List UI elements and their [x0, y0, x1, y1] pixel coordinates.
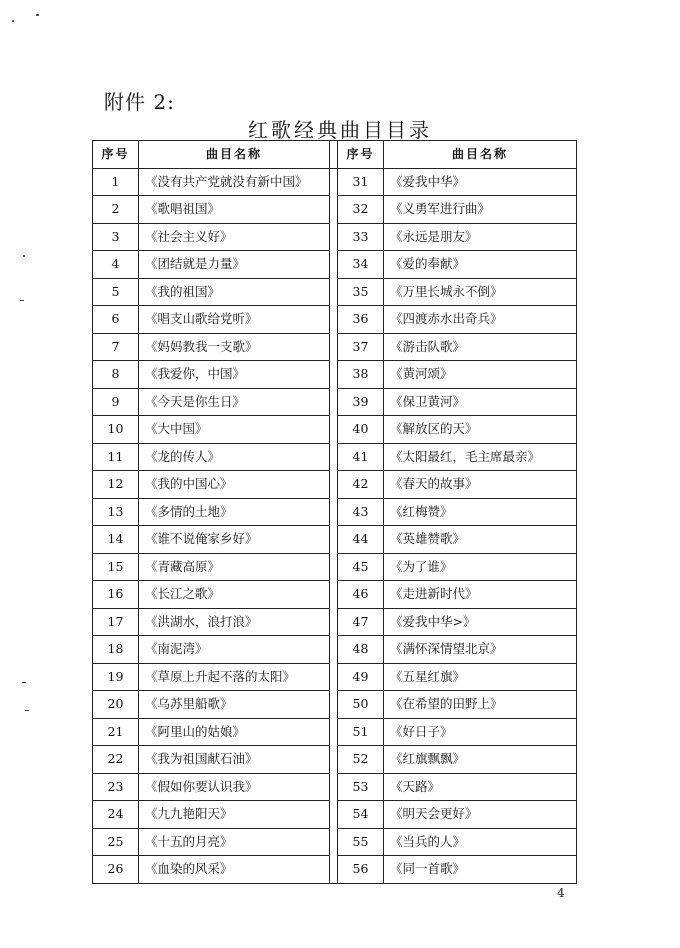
- column-gap: [330, 416, 338, 444]
- column-gap: [330, 251, 338, 279]
- column-gap: [330, 361, 338, 389]
- scan-speck: [22, 682, 26, 683]
- column-gap: [330, 388, 338, 416]
- song-name: 《假如你要认识我》: [139, 773, 330, 801]
- song-number: 50: [338, 691, 384, 719]
- song-name: 《四渡赤水出奇兵》: [384, 306, 577, 334]
- song-name: 《天路》: [384, 773, 577, 801]
- song-number: 44: [338, 526, 384, 554]
- song-name: 《社会主义好》: [139, 223, 330, 251]
- song-number: 10: [93, 416, 139, 444]
- table-row: [93, 223, 577, 251]
- table-row: [93, 663, 577, 691]
- song-name: 《妈妈教我一支歌》: [139, 333, 330, 361]
- table-row: [93, 746, 577, 774]
- song-number: 33: [338, 223, 384, 251]
- song-number: 56: [338, 856, 384, 884]
- song-name: 《青藏高原》: [139, 553, 330, 581]
- song-number: 48: [338, 636, 384, 664]
- header-number-right: 序号: [338, 141, 384, 169]
- table-row: [93, 443, 577, 471]
- table-row: [93, 333, 577, 361]
- song-name: 《爱我中华》: [384, 168, 577, 196]
- song-number: 17: [93, 608, 139, 636]
- column-gap: [330, 608, 338, 636]
- song-name: 《爱我中华>》: [384, 608, 577, 636]
- song-number: 9: [93, 388, 139, 416]
- song-name: 《我爱你，中国》: [139, 361, 330, 389]
- column-gap: [330, 223, 338, 251]
- song-number: 6: [93, 306, 139, 334]
- song-name: 《草原上升起不落的太阳》: [139, 663, 330, 691]
- song-name: 《红梅赞》: [384, 498, 577, 526]
- song-name: 《永远是朋友》: [384, 223, 577, 251]
- song-number: 38: [338, 361, 384, 389]
- header-name-left: 曲目名称: [139, 141, 330, 169]
- song-number: 41: [338, 443, 384, 471]
- song-number: 46: [338, 581, 384, 609]
- scan-speck: [36, 14, 39, 16]
- song-name: 《满怀深情望北京》: [384, 636, 577, 664]
- table-row: [93, 856, 577, 884]
- song-name: 《好日子》: [384, 718, 577, 746]
- song-number: 34: [338, 251, 384, 279]
- song-name: 《英雄赞歌》: [384, 526, 577, 554]
- scan-speck: [20, 300, 24, 301]
- song-name: 《万里长城永不倒》: [384, 278, 577, 306]
- song-name: 《解放区的天》: [384, 416, 577, 444]
- song-number: 39: [338, 388, 384, 416]
- song-name: 《九九艳阳天》: [139, 801, 330, 829]
- table-row: [93, 278, 577, 306]
- table-row: [93, 361, 577, 389]
- song-name: 《红旗飘飘》: [384, 746, 577, 774]
- column-gap: [330, 581, 338, 609]
- song-table: [92, 140, 577, 884]
- song-number: 21: [93, 718, 139, 746]
- song-number: 47: [338, 608, 384, 636]
- song-name: 《十五的月亮》: [139, 828, 330, 856]
- table-row: [93, 636, 577, 664]
- song-name: 《我的中国心》: [139, 471, 330, 499]
- song-number: 45: [338, 553, 384, 581]
- column-gap: [330, 196, 338, 224]
- column-gap: [330, 801, 338, 829]
- song-number: 16: [93, 581, 139, 609]
- song-name: 《同一首歌》: [384, 856, 577, 884]
- song-number: 55: [338, 828, 384, 856]
- song-name: 《太阳最红，毛主席最亲》: [384, 443, 577, 471]
- table-row: [93, 581, 577, 609]
- song-name: 《大中国》: [139, 416, 330, 444]
- table-row: [93, 773, 577, 801]
- scan-speck: [23, 255, 25, 257]
- scan-speck: [25, 710, 29, 711]
- song-name: 《为了谁》: [384, 553, 577, 581]
- song-number: 31: [338, 168, 384, 196]
- song-name: 《没有共产党就没有新中国》: [139, 168, 330, 196]
- column-gap: [330, 141, 338, 169]
- song-number: 42: [338, 471, 384, 499]
- column-gap: [330, 636, 338, 664]
- page-title: 红歌经典曲目目录: [248, 118, 432, 142]
- song-number: 23: [93, 773, 139, 801]
- song-name: 《游击队歌》: [384, 333, 577, 361]
- song-number: 19: [93, 663, 139, 691]
- song-number: 20: [93, 691, 139, 719]
- song-number: 1: [93, 168, 139, 196]
- song-name: 《在希望的田野上》: [384, 691, 577, 719]
- table-row: [93, 718, 577, 746]
- song-number: 26: [93, 856, 139, 884]
- song-name: 《谁不说俺家乡好》: [139, 526, 330, 554]
- column-gap: [330, 718, 338, 746]
- column-gap: [330, 828, 338, 856]
- song-number: 35: [338, 278, 384, 306]
- column-gap: [330, 168, 338, 196]
- song-number: 8: [93, 361, 139, 389]
- page-number: 4: [557, 886, 565, 900]
- song-number: 32: [338, 196, 384, 224]
- song-name: 《血染的风采》: [139, 856, 330, 884]
- song-name: 《明天会更好》: [384, 801, 577, 829]
- song-number: 54: [338, 801, 384, 829]
- table-row: [93, 471, 577, 499]
- column-gap: [330, 526, 338, 554]
- song-number: 43: [338, 498, 384, 526]
- song-number: 25: [93, 828, 139, 856]
- song-name: 《阿里山的姑娘》: [139, 718, 330, 746]
- song-name: 《长江之歌》: [139, 581, 330, 609]
- column-gap: [330, 278, 338, 306]
- song-name: 《义勇军进行曲》: [384, 196, 577, 224]
- table-row: [93, 416, 577, 444]
- song-name: 《唱支山歌给党听》: [139, 306, 330, 334]
- song-number: 40: [338, 416, 384, 444]
- song-name: 《五星红旗》: [384, 663, 577, 691]
- song-name: 《春天的故事》: [384, 471, 577, 499]
- song-number: 11: [93, 443, 139, 471]
- song-number: 36: [338, 306, 384, 334]
- header-name-right: 曲目名称: [384, 141, 577, 169]
- song-name: 《洪湖水，浪打浪》: [139, 608, 330, 636]
- table-body: [93, 168, 577, 883]
- column-gap: [330, 663, 338, 691]
- song-number: 14: [93, 526, 139, 554]
- song-number: 12: [93, 471, 139, 499]
- column-gap: [330, 773, 338, 801]
- song-name: 《乌苏里船歌》: [139, 691, 330, 719]
- column-gap: [330, 553, 338, 581]
- song-number: 18: [93, 636, 139, 664]
- song-number: 52: [338, 746, 384, 774]
- song-name: 《走进新时代》: [384, 581, 577, 609]
- song-number: 37: [338, 333, 384, 361]
- song-name: 《我为祖国献石油》: [139, 746, 330, 774]
- column-gap: [330, 471, 338, 499]
- header-number-left: 序号: [93, 141, 139, 169]
- table-row: [93, 168, 577, 196]
- song-name: 《团结就是力量》: [139, 251, 330, 279]
- column-gap: [330, 746, 338, 774]
- column-gap: [330, 333, 338, 361]
- scan-speck: [12, 20, 14, 22]
- song-number: 4: [93, 251, 139, 279]
- song-number: 15: [93, 553, 139, 581]
- song-number: 24: [93, 801, 139, 829]
- song-table-container: [92, 140, 576, 876]
- song-name: 《龙的传人》: [139, 443, 330, 471]
- song-number: 49: [338, 663, 384, 691]
- song-name: 《我的祖国》: [139, 278, 330, 306]
- table-row: [93, 608, 577, 636]
- table-row: [93, 306, 577, 334]
- song-name: 《歌唱祖国》: [139, 196, 330, 224]
- song-number: 5: [93, 278, 139, 306]
- table-row: [93, 801, 577, 829]
- song-name: 《多情的土地》: [139, 498, 330, 526]
- column-gap: [330, 856, 338, 884]
- table-row: [93, 388, 577, 416]
- song-name: 《今天是你生日》: [139, 388, 330, 416]
- attachment-label: 附件 2:: [104, 90, 175, 114]
- column-gap: [330, 691, 338, 719]
- song-name: 《南泥湾》: [139, 636, 330, 664]
- table-row: [93, 251, 577, 279]
- song-name: 《保卫黄河》: [384, 388, 577, 416]
- table-row: [93, 196, 577, 224]
- table-row: [93, 691, 577, 719]
- song-number: 7: [93, 333, 139, 361]
- song-number: 3: [93, 223, 139, 251]
- column-gap: [330, 443, 338, 471]
- song-number: 22: [93, 746, 139, 774]
- table-row: [93, 828, 577, 856]
- table-row: [93, 553, 577, 581]
- song-name: 《当兵的人》: [384, 828, 577, 856]
- song-number: 51: [338, 718, 384, 746]
- column-gap: [330, 306, 338, 334]
- song-number: 53: [338, 773, 384, 801]
- song-number: 13: [93, 498, 139, 526]
- table-header-row: [93, 141, 577, 169]
- song-name: 《爱的奉献》: [384, 251, 577, 279]
- table-row: [93, 498, 577, 526]
- table-row: [93, 526, 577, 554]
- song-name: 《黄河颂》: [384, 361, 577, 389]
- song-number: 2: [93, 196, 139, 224]
- column-gap: [330, 498, 338, 526]
